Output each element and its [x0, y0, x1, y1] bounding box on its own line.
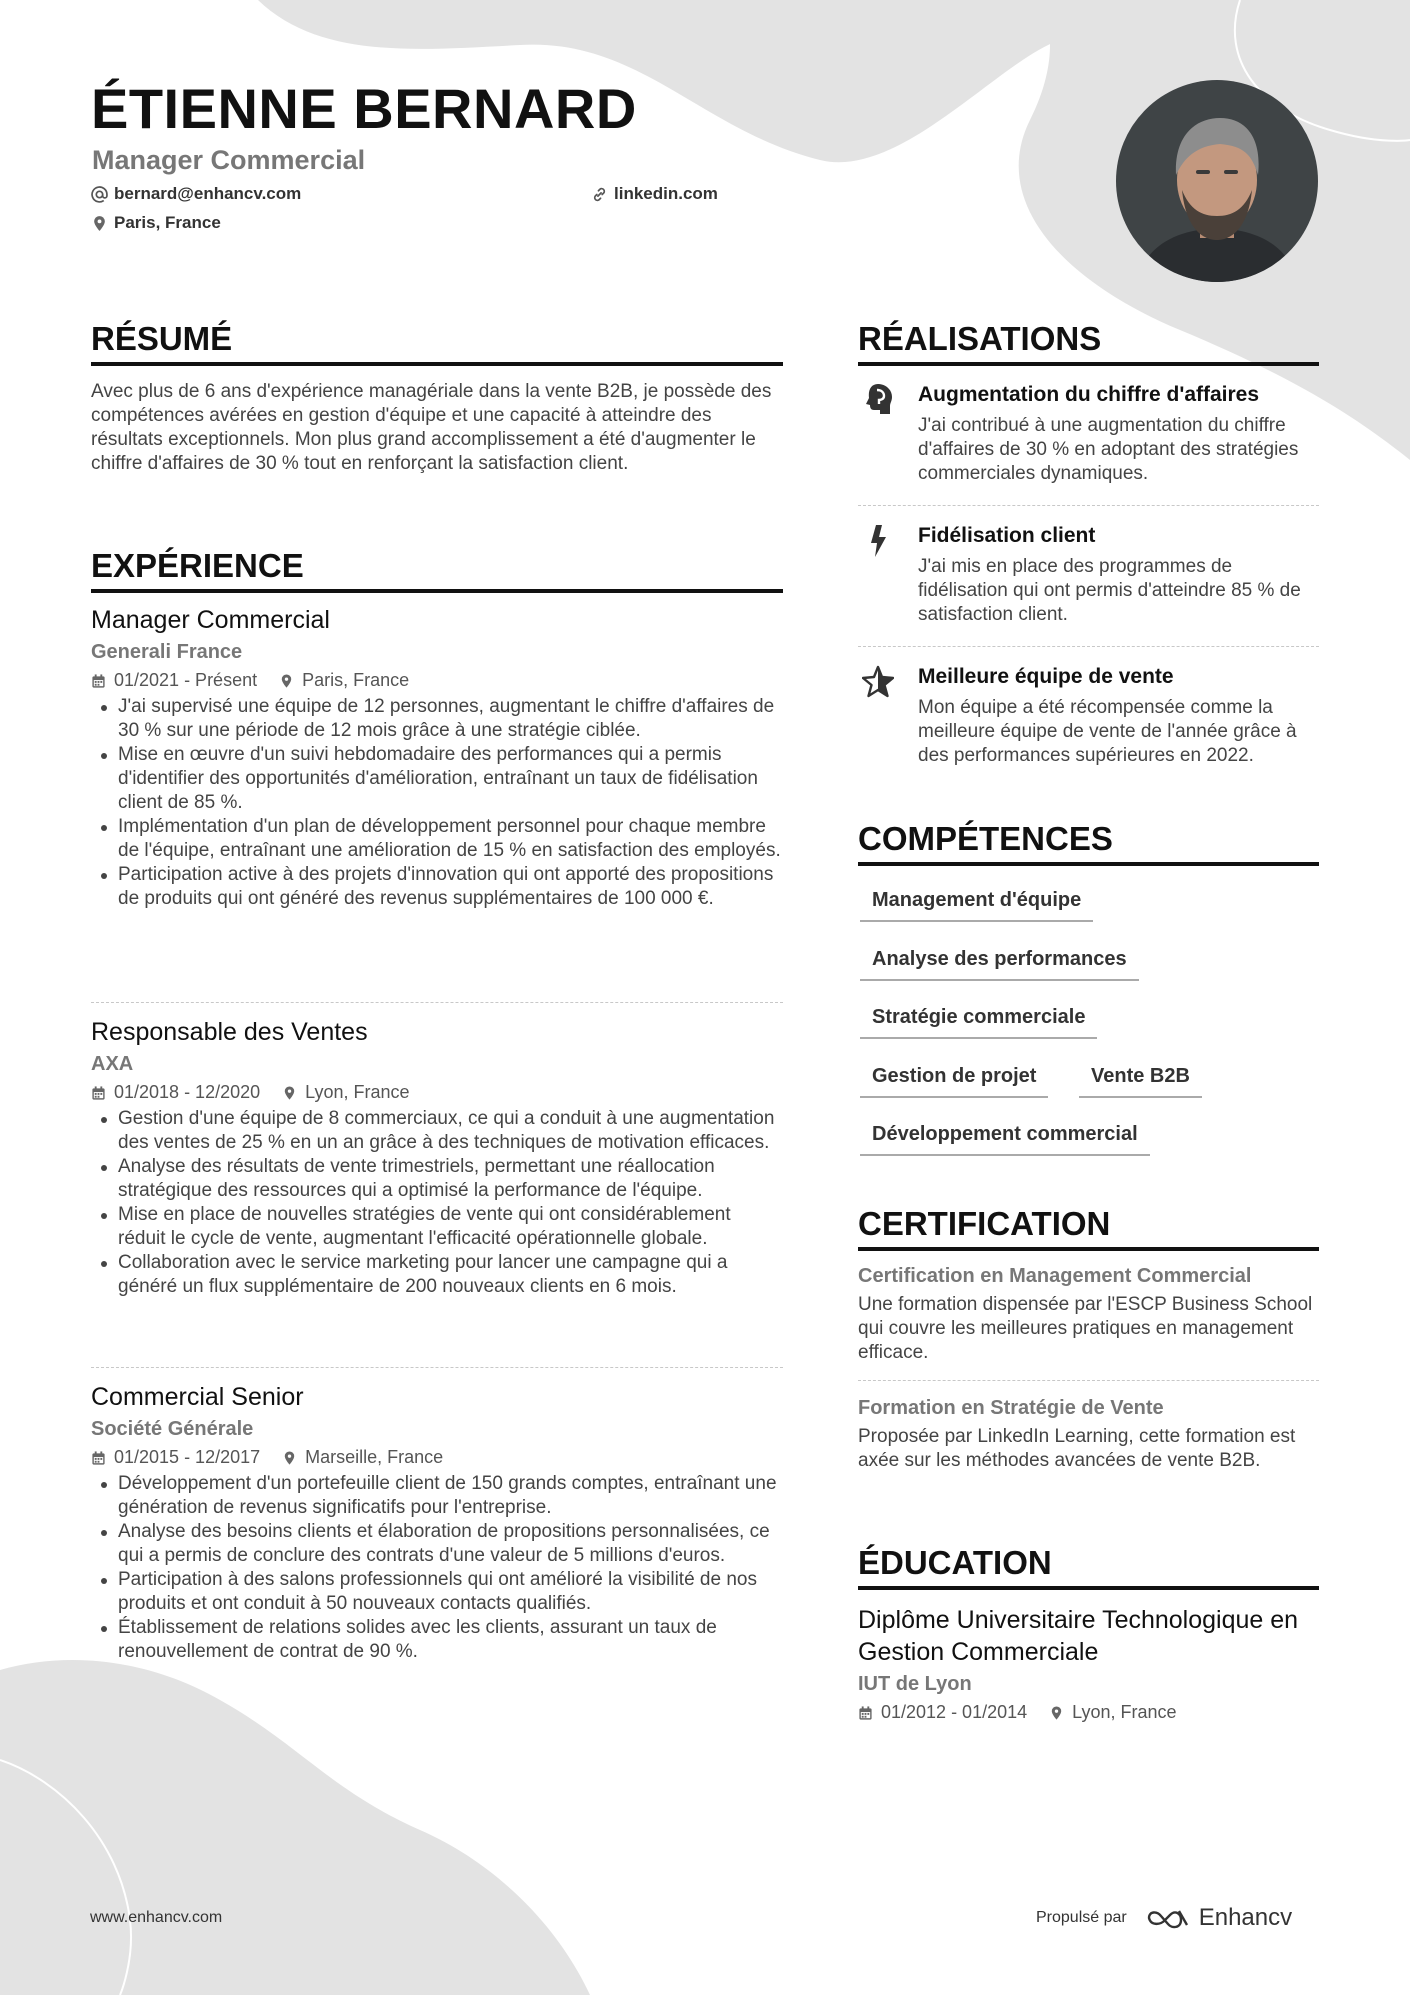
email-contact[interactable] [91, 184, 301, 204]
education-dates: 01/2012 - 01/2014 [881, 1702, 1028, 1722]
candidate-title: Manager Commercial [92, 145, 366, 175]
candidate-name: ÉTIENNE BERNARD [91, 77, 637, 140]
school-name: IUT de Lyon [858, 1673, 972, 1695]
job-entry [91, 1016, 783, 1299]
job-bullets [91, 695, 783, 911]
job-dates: 01/2015 - 12/2017 [114, 1447, 261, 1467]
achievement-text: J'ai contribué à une augmentation du chiffre d'affaires de 30 % en adoptant des stratégies commerciales dynamiques. [918, 415, 1299, 484]
certification-text: Une formation dispensée par l'ESCP Business School qui couvre les meilleures pratiques en management efficace. [858, 1294, 1313, 1363]
job-entry [91, 604, 783, 911]
job-company: AXA [91, 1053, 134, 1075]
certification-title: Certification en Management Commercial [858, 1265, 1252, 1287]
achievement-text: Mon équipe a été récompensée comme la meilleure équipe de vente de l'année grâce à des performances supérieures en 2022. [918, 697, 1297, 766]
job-company: Generali France [91, 641, 243, 663]
bullet-item: Participation à des salons professionnels qui ont amélioré la visibilité de nos produits et ont conduit à 50 nouveaux contacts qualifiés. [91, 1568, 783, 1616]
job-title: Responsable des Ventes [91, 1018, 368, 1046]
job-entry [91, 1381, 783, 1664]
bullet-item: Établissement de relations solides avec les clients, assurant un taux de renouvellement de contrat de 90 %. [91, 1616, 783, 1664]
bullet-item: Développement d'un portefeuille client de 150 grands comptes, entraînant une génération de revenus significatifs pour l'entreprise. [91, 1472, 783, 1520]
job-location: Lyon, France [305, 1082, 410, 1102]
bullet-item: Participation active à des projets d'innovation qui ont apporté des propositions de produits qui ont généré des revenus supplémentaires de 100 000 €. [91, 863, 783, 911]
skill-tag: Développement commercial [860, 1123, 1150, 1156]
skill-tag: Gestion de projet [860, 1065, 1048, 1098]
linkedin-contact[interactable] [591, 184, 718, 204]
at-icon [91, 186, 108, 203]
achievement-text: J'ai mis en place des programmes de fidélisation qui ont permis d'atteindre 85 % de satisfaction client. [918, 556, 1301, 625]
enhancv-logo-icon [1145, 1907, 1191, 1929]
achievement-title: Augmentation du chiffre d'affaires [918, 383, 1260, 406]
calendar-icon [91, 673, 106, 689]
achievements-heading: RÉALISATIONS [858, 320, 1319, 366]
degree-title: Diplôme Universitaire Technologique en Gestion Commerciale [858, 1606, 1299, 1666]
achievement-item [858, 664, 1319, 768]
bullet-item: J'ai supervisé une équipe de 12 personnes, augmentant le chiffre d'affaires de 30 % sur une période de 12 mois grâce à une stratégie ciblée. [91, 695, 783, 743]
achievement-title: Fidélisation client [918, 524, 1096, 547]
calendar-icon [91, 1085, 106, 1101]
enhancv-logo[interactable] [1145, 1904, 1292, 1932]
profile-photo [1116, 80, 1318, 282]
location-pin-icon [91, 215, 108, 232]
skill-tag: Vente B2B [1079, 1065, 1202, 1098]
job-location: Marseille, France [305, 1447, 444, 1467]
location-pin-icon [1049, 1705, 1064, 1721]
achievement-item [858, 382, 1319, 486]
location-contact [91, 213, 221, 233]
divider [858, 1380, 1319, 1381]
job-title: Manager Commercial [91, 606, 330, 634]
bullet-item: Analyse des besoins clients et élaboration de propositions personnalisées, ce qui a permis de conclure des contrats d'une valeur de 5 millions d'euros. [91, 1520, 783, 1568]
certification-text: Proposée par LinkedIn Learning, cette formation est axée sur les méthodes avancées de vente B2B. [858, 1426, 1296, 1471]
divider [91, 1002, 783, 1003]
job-meta [91, 670, 783, 691]
summary-heading: RÉSUMÉ [91, 320, 783, 366]
lightning-icon [862, 523, 894, 559]
bullet-item: Analyse des résultats de vente trimestriels, permettant une réallocation stratégique des ressources qui a optimisé la performance de l'équipe. [91, 1155, 783, 1203]
job-location: Paris, France [302, 670, 410, 690]
divider [858, 646, 1319, 647]
location-text: Paris, France [114, 213, 221, 232]
skills-heading: COMPÉTENCES [858, 820, 1319, 866]
location-pin-icon [279, 673, 294, 689]
job-bullets [91, 1107, 783, 1299]
summary-text: Avec plus de 6 ans d'expérience managériale dans la vente B2B, je possède des compétences avérées en gestion d'équipe et une capacité à atteindre des résultats exceptionnels. Mon plus grand accomplissement a été d'augmenter le chiffre d'affaires de 30 % tout en renforçant la satisfaction client. [91, 381, 772, 474]
divider [91, 1367, 783, 1368]
skill-tag: Stratégie commerciale [860, 1006, 1097, 1039]
job-bullets [91, 1472, 783, 1664]
bullet-item: Implémentation d'un plan de développement personnel pour chaque membre de l'équipe, entraînant une amélioration de 15 % en satisfaction des employés. [91, 815, 783, 863]
job-meta [91, 1082, 783, 1103]
certification-title: Formation en Stratégie de Vente [858, 1397, 1164, 1419]
link-icon [591, 186, 608, 203]
job-dates: 01/2018 - 12/2020 [114, 1082, 261, 1102]
certification-heading: CERTIFICATION [858, 1205, 1319, 1251]
job-dates: 01/2021 - Présent [114, 670, 258, 690]
location-pin-icon [282, 1085, 297, 1101]
location-pin-icon [282, 1450, 297, 1466]
job-title: Commercial Senior [91, 1383, 304, 1411]
divider [858, 505, 1319, 506]
experience-heading: EXPÉRIENCE [91, 547, 783, 593]
achievement-title: Meilleure équipe de vente [918, 665, 1174, 688]
education-heading: ÉDUCATION [858, 1544, 1319, 1590]
star-icon [862, 664, 894, 700]
bullet-item: Mise en œuvre d'un suivi hebdomadaire des performances qui a permis d'identifier des opportunités d'amélioration, entraînant un taux de fidélisation client de 85 %. [91, 743, 783, 815]
calendar-icon [91, 1450, 106, 1466]
skill-tag: Analyse des performances [860, 948, 1139, 981]
footer-website[interactable]: www.enhancv.com [90, 1909, 223, 1926]
education-location: Lyon, France [1072, 1702, 1177, 1722]
bullet-item: Collaboration avec le service marketing pour lancer une campagne qui a généré un flux supplémentaire de 200 nouveaux clients en 6 mois. [91, 1251, 783, 1299]
skill-tag: Management d'équipe [860, 889, 1093, 922]
job-meta [91, 1447, 783, 1468]
certification-item [858, 1263, 1319, 1365]
achievement-item [858, 523, 1319, 627]
bullet-item: Mise en place de nouvelles stratégies de vente qui ont considérablement réduit le cycle de vente, augmentant l'efficacité opérationnelle globale. [91, 1203, 783, 1251]
email-text: bernard@enhancv.com [114, 184, 302, 203]
calendar-icon [858, 1705, 873, 1721]
education-meta [858, 1702, 1319, 1723]
job-company: Société Générale [91, 1418, 254, 1440]
powered-by-label: Propulsé par [1036, 1909, 1127, 1926]
bullet-item: Gestion d'une équipe de 8 commerciaux, ce qui a conduit à une augmentation des ventes de 25 % en un an grâce à des techniques de motivation efficaces. [91, 1107, 783, 1155]
brand-name: Enhancv [1198, 1904, 1293, 1931]
footer-branding [1036, 1904, 1292, 1932]
education-item [858, 1604, 1319, 1723]
certification-item [858, 1395, 1319, 1473]
head-icon [862, 382, 894, 418]
linkedin-text: linkedin.com [614, 184, 718, 203]
